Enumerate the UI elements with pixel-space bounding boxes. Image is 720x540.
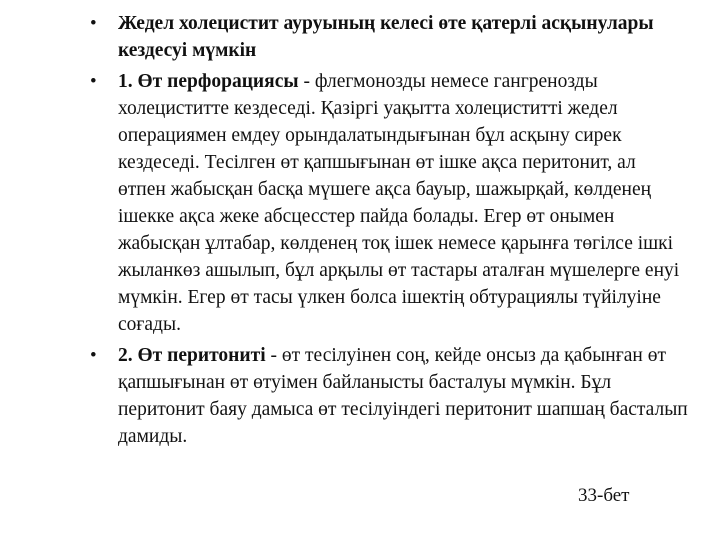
bullet-heading-peritonitis: 2. Өт перитониті <box>118 345 266 366</box>
bullet-text-peritonitis: - өт тесілуінен соң, кейде онсыз да қабынған өт қапшығынан өт өтуімен байланысты басталуы мүмкін. Бұл перитонит баяу дамыса өт тесілуіндегі перитонит шапшаң басталып дамиды. <box>118 345 688 447</box>
bullet-icon: • <box>90 71 97 92</box>
bullet-icon: • <box>90 13 97 34</box>
bullet-heading-perforation: 1. Өт перфорациясы <box>118 71 299 92</box>
bullet-text-perforation: - флегмонозды немесе гангренозды холециститте кездеседі. Қазіргі уақытта холециститті жедел операциямен емдеу орындалатындығынан бұл асқыну сирек кездеседі. Тесілген өт қапшығынан өт ішке ақса перитонит, ал өтпен жабысқан басқа мүшеге ақса бауыр, шажырқай, көлденең ішекке ақса жеке абсцесстер пайда болады. Егер өт онымен жабысқан ұлтабар, көлденең тоқ ішек немесе қарынға төгілсе ішкі жыланкөз ашылып, бұл арқылы өт тастары аталған мүшелерге енуі мүмкін. Егер өт тасы үлкен болса ішектің обтурациялы түйілуіне соғады. <box>118 71 680 335</box>
bullet-item-perforation <box>88 68 688 338</box>
bullet-item-peritonitis <box>88 342 688 450</box>
bullet-text-complications: Жедел холецистит ауруының келесі өте қатерлі асқынулары кездесуі мүмкін <box>118 13 654 61</box>
bullet-item-complications <box>88 10 688 64</box>
bullet-icon: • <box>90 345 97 366</box>
bullet-list <box>88 10 688 454</box>
page-number: 33-бет <box>578 485 630 506</box>
